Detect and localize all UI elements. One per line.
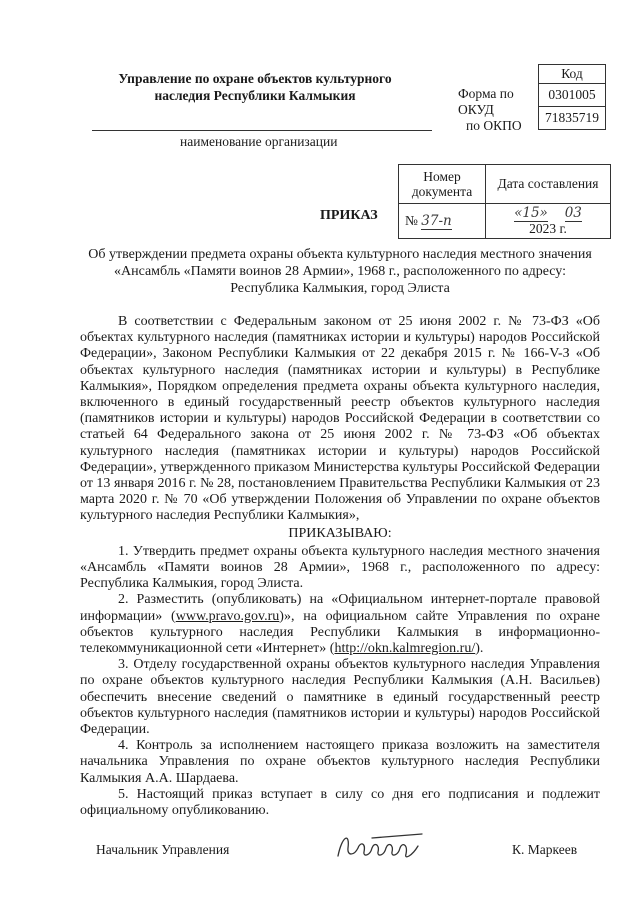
organization-caption: наименование организации	[180, 134, 338, 149]
code-header: Код	[539, 65, 606, 84]
date-month: 03	[564, 205, 582, 221]
order-item-2	[80, 592, 600, 657]
signatory-name: К. Маркеев	[512, 842, 578, 857]
number-header-line2: документа	[411, 184, 473, 199]
form-label-line2: ОКУД	[458, 102, 494, 117]
order-item-4: 4. Контроль за исполнением настоящего приказа возложить на заместителя начальника Управления по охране объектов культурного наследия Республики Калмыкия А.А. Шардаева.	[80, 738, 600, 786]
code-table	[538, 64, 606, 130]
signatory-position: Начальник Управления	[96, 842, 230, 857]
okn-link[interactable]: http://okn.kalmregion.ru/	[334, 641, 476, 657]
document-title: ПРИКАЗ	[320, 208, 378, 223]
organization-name	[90, 70, 420, 104]
item2-text-part2: )», на официальном сайте Управления по охране объектов культурного наследия Республики Калмыкия в информационно-телекоммуникационной сети «Интернет» (	[80, 608, 600, 657]
order-item-3: 3. Отделу государственной охраны объектов культурного наследия Управления по охране объектов культурного наследия Республики Калмыкия (А.Н. Васильев) обеспечить внесение сведений о памятнике в единый государственный реестр объектов культурного наследия (памятников истории и культуры) народов Российской Федерации.	[80, 657, 600, 738]
date-header: Дата составления	[486, 165, 611, 204]
organization-underline	[92, 130, 432, 131]
document-date-cell	[486, 204, 611, 239]
form-label-line1: Форма по	[458, 86, 514, 101]
form-label	[458, 86, 514, 118]
okud-code: 0301005	[539, 84, 606, 107]
date-year: 2023 г.	[529, 221, 567, 236]
number-header-line1: Номер	[423, 169, 461, 184]
number-header	[399, 165, 486, 204]
subject-line3: Республика Калмыкия, город Элиста	[230, 281, 450, 296]
handwritten-signature	[332, 826, 432, 866]
order-body	[80, 314, 600, 819]
item2-text-part1: 2. Разместить (опубликовать) на «Официальном интернет-портале правовой информации» (	[80, 592, 600, 624]
order-item-5: 5. Настоящий приказ вступает в силу со дня его подписания и подлежит официальному опубликованию.	[80, 786, 600, 819]
preamble-paragraph: В соответствии с Федеральным законом от 25 июня 2002 г. № 73-ФЗ «Об объектах культурного наследия (памятниках истории и культуры) народов Российской Федерации», Законом Республики Калмыкия от 22 декабря 2015 г. № 166-V-З «Об объектах культурного наследия (памятниках истории и культуры) в Республике Калмыкия», Порядком определения предмета охраны объекта культурного наследия, включенного в единый государственный реестр объектов культурного наследия (памятников истории и культуры) народов Российской Федерации в соответствии со статьей 64 Федерального закона от 25 июня 2002 г. № 73-ФЗ «Об объектах культурного наследия (памятниках истории и культуры) народов Российской Федерации», утвержденного приказом Министерства культуры Российской Федерации от 13 января 2016 г. № 28, постановлением Правительства Республики Калмыкия от 23 марта 2020 г. № 70 «Об утверждении Положения об Управлении по охране объектов культурного наследия Республики Калмыкия»,	[80, 314, 600, 524]
item2-text-part3: ).	[475, 641, 484, 657]
document-number: 37-п	[421, 213, 452, 229]
pravo-link[interactable]: www.pravo.gov.ru	[175, 608, 280, 624]
subject-line2: «Ансамбль «Памяти воинов 28 Армии», 1968 г., расположенного по адресу:	[113, 264, 567, 279]
order-item-1: 1. Утвердить предмет охраны объекта культурного наследия местного значения «Ансамбль «Памяти воинов 28 Армии», 1968 г., расположенного по адресу: Республика Калмыкия, город Элиста.	[80, 543, 600, 592]
order-word: ПРИКАЗЫВАЮ:	[288, 525, 392, 541]
subject-line1: Об утверждении предмета охраны объекта культурного наследия местного значения	[88, 247, 592, 262]
okpo-code: 71835719	[539, 107, 606, 130]
document-info-table	[398, 164, 611, 239]
order-subject	[80, 246, 600, 297]
date-day: «15»	[514, 205, 548, 221]
okpo-label: по ОКПО	[466, 118, 522, 133]
organization-name-line2: наследия Республики Калмыкия	[154, 88, 356, 103]
organization-name-line1: Управление по охране объектов культурного	[118, 71, 392, 86]
number-prefix: №	[405, 213, 418, 228]
document-number-cell	[399, 204, 486, 239]
